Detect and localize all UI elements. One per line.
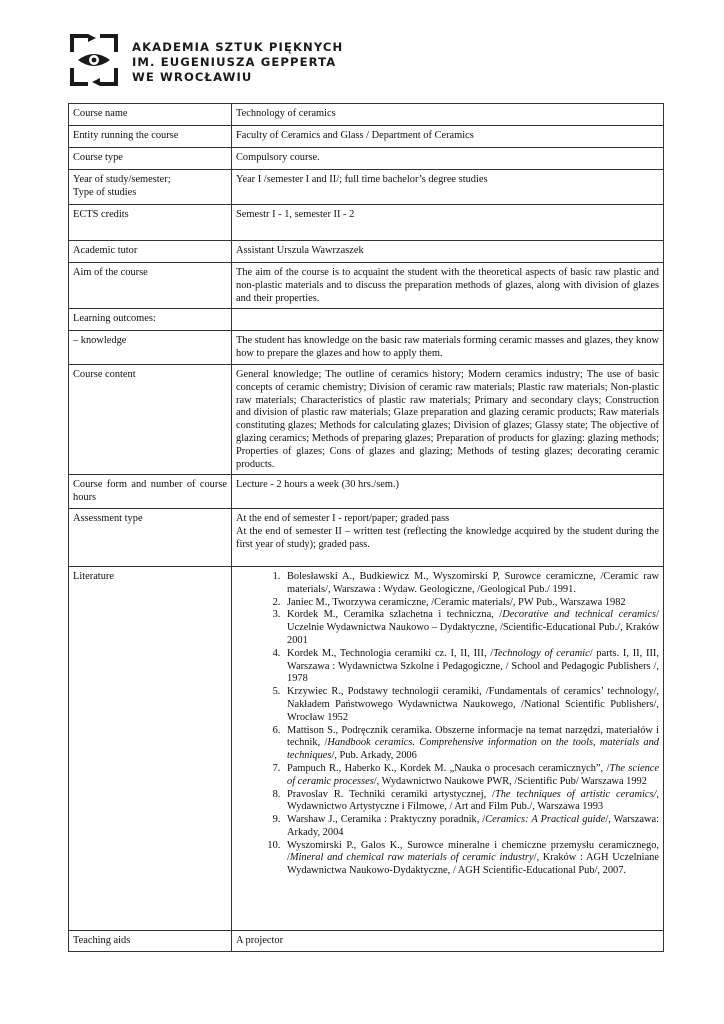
row-value: The aim of the course is to acquaint the student with the theoretical aspects of basic raw plastic and non-plastic materials and to discuss the preparation methods of glazes, along with division of glazes and their properties.	[232, 263, 664, 309]
literature-text: Kordek M., Technologia ceramiki cz. I, II, III, /	[287, 647, 494, 659]
literature-item	[283, 609, 659, 647]
literature-text: Handbook ceramics. Comprehensive information on the tools, materials and techniques	[287, 737, 659, 762]
literature-item	[283, 840, 659, 878]
literature-text: /, Wydawnictwo Naukowe PWR, /Scientific Pub/ Warszawa 1992	[373, 775, 647, 787]
course-type-row	[69, 148, 664, 170]
literature-list	[236, 571, 659, 878]
knowledge-row	[69, 331, 664, 365]
institution-name-line: AKADEMIA SZTUK PIĘKNYCH	[132, 40, 344, 54]
row-label-line: Year of study/semester;	[73, 174, 171, 185]
row-label-line: Type of studies	[73, 186, 137, 198]
literature-text: The techniques of artistic ceramics/,	[494, 788, 659, 800]
row-label: Entity running the course	[69, 126, 232, 148]
row-label: Assessment type	[69, 508, 232, 566]
row-value: Faculty of Ceramics and Glass / Department of Ceramics	[232, 126, 664, 148]
row-value: General knowledge; The outline of ceramics history; Modern ceramics industry; The use of basic concepts of ceramic chemistry; Division of ceramic raw materials; Plastic raw materials; Non-plastic raw materials; Characteristics of plastic raw materials; Primary and secondary clays; Construction and division of plastic raw materials; Glaze preparation and glazing ceramic products; Raw materials constituting glazes; Methods for calculating glazes; Division of glazes; Glassy state; The objective of glazing ceramics; Methods of preparing glazes; Preparation of products for glazing: glazing methods; Properties of glazes; Cons of glazes and glazing; Methods of testing glazes; decorating ceramic products.	[232, 364, 664, 474]
row-label: ECTS credits	[69, 205, 232, 241]
literature-text: Kordek M., Ceramika szlachetna i techniczna, /	[287, 609, 503, 621]
literature-text: / parts. I, II, III, Warszawa : Wydawnictwa Szkolne i Pedagogiczne, / School and Pedagogic Publishers /, 1978	[287, 647, 659, 685]
row-value: Technology of ceramics	[232, 104, 664, 126]
tutor-row	[69, 241, 664, 263]
row-label: Course content	[69, 364, 232, 474]
literature-item	[283, 763, 659, 789]
learning-outcomes-row	[69, 309, 664, 331]
literature-text: /, Kraków : AGH Uczelniane Wydawnictwa Naukowo-Dydaktyczne, / AGH Scientific-Educational Pub/, 2007.	[287, 852, 659, 877]
eye-logo-icon	[66, 32, 122, 88]
course-content-row	[69, 364, 664, 474]
course-form-row	[69, 475, 664, 509]
ects-row	[69, 205, 664, 241]
literature-text: Mineral and chemical raw materials of ceramic industry	[289, 852, 534, 864]
course-table	[68, 103, 664, 952]
literature-item	[283, 789, 659, 815]
assessment-line: At the end of semester II – written test (reflecting the knowledge acquired by the student during the first year of study); graded pass.	[236, 525, 659, 550]
row-label: Aim of the course	[69, 263, 232, 309]
course-name-row	[69, 104, 664, 126]
institution-name-line: WE WROCŁAWIU	[132, 70, 253, 84]
literature-text: Technology of ceramic	[493, 647, 590, 659]
literature-text: /, Warszawa: Arkady, 2004	[287, 814, 659, 838]
entity-row	[69, 126, 664, 148]
literature-text: Decorative and technical ceramics	[502, 609, 657, 621]
row-label: Academic tutor	[69, 241, 232, 263]
literature-row	[69, 566, 664, 930]
assessment-row	[69, 508, 664, 566]
literature-text: The science of ceramic processes	[287, 762, 659, 787]
literature-text: Krzywiec R., Podstawy technologii ceramiki, /Fundamentals of ceramics’ technology/, Nakładem Państwowego Wydawnictwa Naukowego, /National Scientific Publishers/, Wrocław 1952	[287, 686, 659, 723]
assessment-line: At the end of semester I - report/paper; graded pass	[236, 512, 450, 524]
literature-text: /, Pub. Arkady, 2006	[331, 750, 417, 762]
literature-text: Wydawnictwo Artystyczne i Filmowe, / Art and Film Pub./, Warszawa 1993	[287, 801, 604, 813]
literature-item	[283, 597, 659, 610]
row-label: Teaching aids	[69, 930, 232, 951]
literature-text: Ceramics: A Practical guide	[485, 814, 606, 826]
literature-item	[283, 648, 659, 686]
row-label: Learning outcomes:	[69, 309, 232, 331]
row-label: – knowledge	[69, 331, 232, 365]
aim-row	[69, 263, 664, 309]
institution-name	[132, 40, 343, 85]
literature-text: Bolesławski A., Budkiewicz M., Wyszomirski P, Surowce ceramiczne, /Ceramic raw materials/, Warszawa : Wydaw. Geologiczne, /Geological Pub./ 1991.	[287, 570, 659, 595]
year-row	[69, 170, 664, 205]
row-label	[69, 170, 232, 205]
literature-item	[283, 571, 659, 597]
literature-item	[283, 725, 659, 763]
row-value: The student has knowledge on the basic raw materials forming ceramic masses and glazes, they know how to prepare the glazes and how to apply them.	[232, 331, 664, 365]
literature-text: Wyszomirski P., Galos K., Surowce mineralne i chemiczne przemysłu ceramicznego, /	[287, 839, 659, 864]
literature-text: / Uczelnie Wydawnictwa Naukowo – Dydaktyczne, /Scientific-Educational Pub./, Kraków 2001	[287, 609, 659, 646]
teaching-aids-row	[69, 930, 664, 951]
literature-text: Warshaw J., Ceramika : Praktyczny poradnik, /	[287, 814, 486, 826]
row-label: Literature	[69, 566, 232, 930]
row-label: Course form and number of course hours	[69, 475, 232, 509]
literature-text: Janiec M., Tworzywa ceramiczne, /Ceramic materials/, PW Pub., Warszawa 1982	[287, 596, 626, 608]
row-value	[232, 309, 664, 331]
row-value: Assistant Urszula Wawrzaszek	[232, 241, 664, 263]
row-value: Year I /semester I and II/; full time bachelor’s degree studies	[232, 170, 664, 205]
row-value	[232, 566, 664, 930]
row-value	[232, 508, 664, 566]
literature-item	[283, 814, 659, 840]
row-value: Compulsory course.	[232, 148, 664, 170]
literature-text: Pravoslav R. Techniki ceramiki artystycznej, /	[287, 788, 495, 800]
literature-text: Mattison S., Podręcznik ceramika. Obszerne informacje na temat narzędzi, materiałów i technik, /	[287, 724, 659, 749]
row-value: Semestr I - 1, semester II - 2	[232, 205, 664, 241]
literature-item	[283, 686, 659, 724]
row-value: Lecture - 2 hours a week (30 hrs./sem.)	[232, 475, 664, 509]
row-value: A projector	[232, 930, 664, 951]
row-label: Course name	[69, 104, 232, 126]
institution-name-line: IM. EUGENIUSZA GEPPERTA	[132, 55, 337, 69]
literature-text: Pampuch R., Haberko K., Kordek M. „Nauka o procesach ceramicznych”, /	[287, 762, 610, 774]
institution-header	[66, 32, 466, 92]
row-label: Course type	[69, 148, 232, 170]
